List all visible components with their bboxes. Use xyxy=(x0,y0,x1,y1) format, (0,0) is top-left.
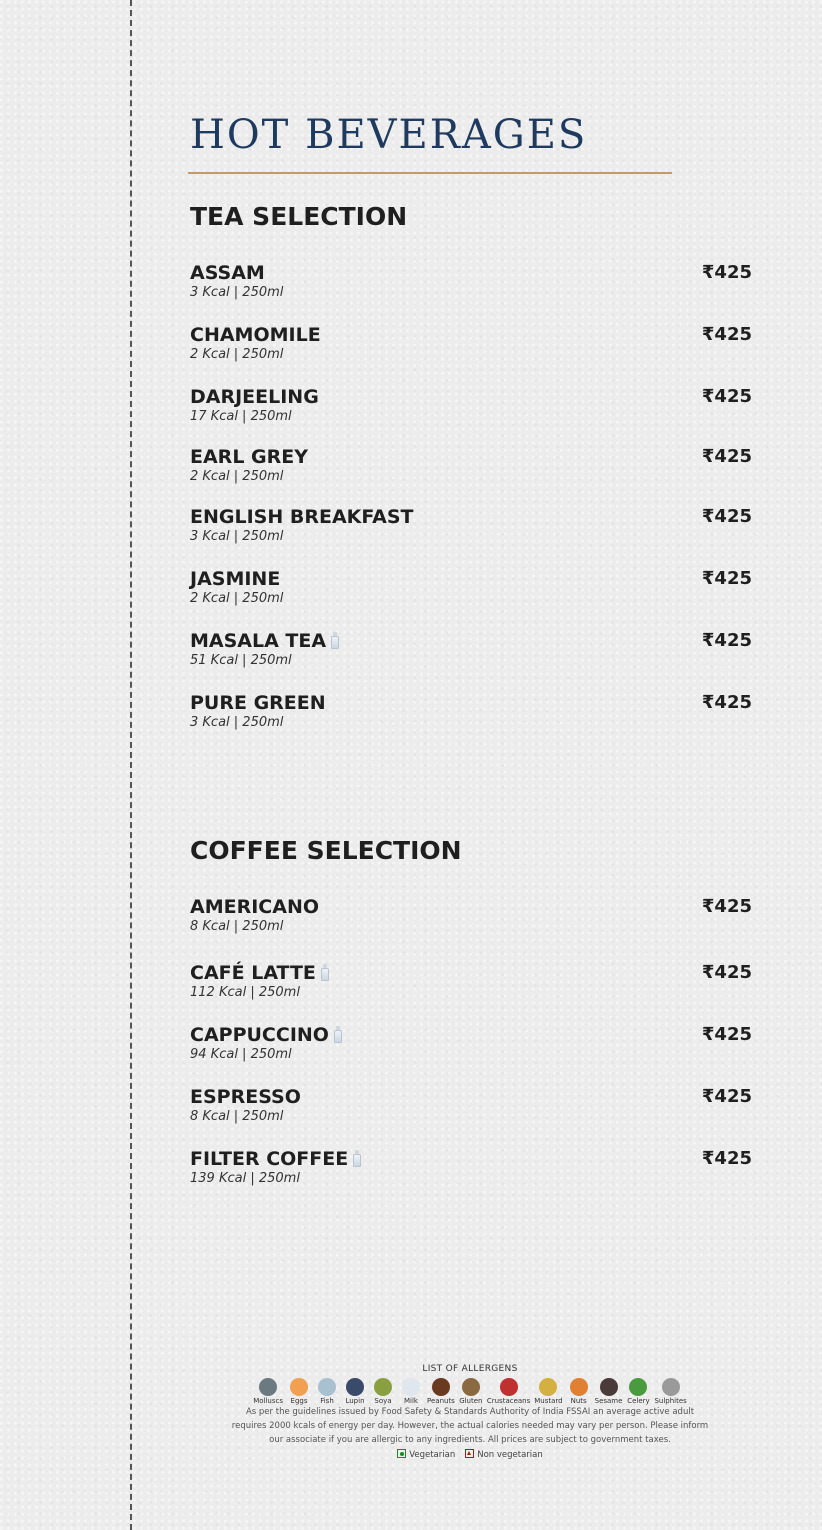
menu-item xyxy=(190,962,752,1012)
molluscs-icon xyxy=(259,1378,277,1396)
menu-item xyxy=(190,692,752,742)
sesame-icon xyxy=(600,1378,618,1396)
item-calories: 3 Kcal | 250ml xyxy=(190,529,284,544)
veg-label: Vegetarian xyxy=(409,1450,456,1460)
allergen-item xyxy=(534,1378,562,1405)
menu-item xyxy=(190,1024,752,1074)
allergen-label: Soya xyxy=(374,1397,392,1405)
allergen-item xyxy=(487,1378,530,1405)
item-name xyxy=(190,1148,361,1170)
item-name xyxy=(190,324,321,346)
menu-item xyxy=(190,386,752,436)
item-calories: 3 Kcal | 250ml xyxy=(190,285,284,300)
allergen-label: Crustaceans xyxy=(486,1397,531,1405)
allergen-item xyxy=(427,1378,455,1405)
title-divider xyxy=(188,172,672,174)
allergen-label: Eggs xyxy=(290,1397,308,1405)
soya-icon xyxy=(374,1378,392,1396)
item-calories: 3 Kcal | 250ml xyxy=(190,715,284,730)
item-calories: 8 Kcal | 250ml xyxy=(190,1109,284,1124)
item-name-text: CAFÉ LATTE xyxy=(190,962,316,984)
item-name-text: ASSAM xyxy=(190,262,265,284)
item-name-text: MASALA TEA xyxy=(190,630,327,652)
allergen-label: Nuts xyxy=(570,1397,587,1405)
item-calories: 2 Kcal | 250ml xyxy=(190,469,284,484)
item-price: ₹425 xyxy=(701,630,752,651)
item-name-text: CAPPUCCINO xyxy=(190,1024,329,1046)
allergen-label: Peanuts xyxy=(427,1397,455,1405)
disclaimer-line: As per the guidelines issued by Food Safety & Standards Authority of India FSSAI an average active adult xyxy=(245,1407,695,1417)
allergen-label: Celery xyxy=(627,1397,650,1405)
item-name-text: JASMINE xyxy=(190,568,281,590)
item-calories: 8 Kcal | 250ml xyxy=(190,919,284,934)
milk-allergen-icon xyxy=(331,632,339,649)
allergen-item xyxy=(343,1378,367,1405)
fish-icon xyxy=(318,1378,336,1396)
item-price: ₹425 xyxy=(701,692,752,713)
item-price: ₹425 xyxy=(701,962,752,983)
allergen-label: Lupin xyxy=(345,1397,365,1405)
allergen-item xyxy=(371,1378,395,1405)
allergen-label: Fish xyxy=(320,1397,334,1405)
item-name-text: EARL GREY xyxy=(190,446,308,468)
item-price: ₹425 xyxy=(701,568,752,589)
mustard-icon xyxy=(539,1378,557,1396)
item-name-text: FILTER COFFEE xyxy=(190,1148,349,1170)
celery-icon xyxy=(629,1378,647,1396)
nonveg-symbol-icon xyxy=(465,1449,474,1458)
veg-legend xyxy=(397,1449,455,1460)
disclaimer-line: our associate if you are allergic to any ingredients. All prices are subject to government taxes. xyxy=(269,1435,671,1445)
allergen-item xyxy=(595,1378,623,1405)
item-price: ₹425 xyxy=(701,1086,752,1107)
menu-item xyxy=(190,324,752,374)
item-name-text: AMERICANO xyxy=(190,896,319,918)
item-price: ₹425 xyxy=(701,1148,752,1169)
item-calories: 2 Kcal | 250ml xyxy=(190,347,284,362)
milk-allergen-icon xyxy=(353,1150,361,1167)
allergens-title: LIST OF ALLERGENS xyxy=(422,1364,518,1374)
allergen-item xyxy=(399,1378,423,1405)
lupin-icon xyxy=(346,1378,364,1396)
dashed-fold-line xyxy=(130,0,132,1530)
menu-item xyxy=(190,506,752,556)
item-name xyxy=(190,630,339,652)
veg-symbol-icon xyxy=(397,1449,406,1458)
item-price: ₹425 xyxy=(701,324,752,345)
allergen-label: Sesame xyxy=(594,1397,623,1405)
disclaimer-line: requires 2000 kcals of energy per day. However, the actual calories needed may vary per person. Please inform xyxy=(231,1421,709,1431)
item-calories: 17 Kcal | 250ml xyxy=(190,409,292,424)
allergen-item xyxy=(315,1378,339,1405)
item-calories: 94 Kcal | 250ml xyxy=(190,1047,292,1062)
item-calories: 139 Kcal | 250ml xyxy=(190,1171,300,1186)
item-name-text: PURE GREEN xyxy=(190,692,326,714)
item-name xyxy=(190,262,265,284)
item-price: ₹425 xyxy=(701,506,752,527)
allergen-item xyxy=(287,1378,311,1405)
milk-icon xyxy=(402,1378,420,1396)
item-price: ₹425 xyxy=(701,262,752,283)
item-name xyxy=(190,1086,301,1108)
item-name xyxy=(190,446,308,468)
allergen-list xyxy=(220,1378,720,1405)
item-price: ₹425 xyxy=(701,446,752,467)
menu-item xyxy=(190,1148,752,1198)
menu-item xyxy=(190,568,752,618)
allergen-footer xyxy=(220,1364,720,1460)
allergen-label: Gluten xyxy=(459,1397,483,1405)
item-calories: 112 Kcal | 250ml xyxy=(190,985,300,1000)
gluten-icon xyxy=(462,1378,480,1396)
item-calories: 2 Kcal | 250ml xyxy=(190,591,284,606)
crustaceans-icon xyxy=(500,1378,518,1396)
nuts-icon xyxy=(570,1378,588,1396)
item-name xyxy=(190,568,280,590)
nonveg-label: Non vegetarian xyxy=(477,1450,543,1460)
allergen-label: Sulphites xyxy=(654,1397,687,1405)
item-price: ₹425 xyxy=(701,896,752,917)
eggs-icon xyxy=(290,1378,308,1396)
allergen-label: Milk xyxy=(404,1397,418,1405)
disclaimer xyxy=(220,1405,720,1447)
item-name-text: CHAMOMILE xyxy=(190,324,321,346)
sulphites-icon xyxy=(662,1378,680,1396)
item-price: ₹425 xyxy=(701,386,752,407)
allergen-label: Mustard xyxy=(534,1397,563,1405)
allergen-item xyxy=(253,1378,283,1405)
allergen-label: Molluscs xyxy=(253,1397,283,1405)
milk-allergen-icon xyxy=(321,964,329,981)
item-name-text: DARJEELING xyxy=(190,386,319,408)
allergen-item xyxy=(654,1378,686,1405)
nonveg-legend xyxy=(465,1449,543,1460)
item-name xyxy=(190,692,326,714)
menu-item xyxy=(190,446,752,496)
item-name xyxy=(190,1024,342,1046)
menu-item xyxy=(190,262,752,312)
peanuts-icon xyxy=(432,1378,450,1396)
item-price: ₹425 xyxy=(701,1024,752,1045)
allergen-item xyxy=(459,1378,483,1405)
menu-item xyxy=(190,1086,752,1136)
milk-allergen-icon xyxy=(334,1026,342,1043)
item-name xyxy=(190,506,414,528)
item-name xyxy=(190,386,319,408)
tea-section-title: TEA SELECTION xyxy=(190,202,408,231)
item-calories: 51 Kcal | 250ml xyxy=(190,653,292,668)
page-title: HOT BEVERAGES xyxy=(190,112,588,158)
item-name xyxy=(190,962,329,984)
diet-legend xyxy=(220,1449,720,1460)
menu-item xyxy=(190,630,752,680)
item-name-text: ENGLISH BREAKFAST xyxy=(190,506,414,528)
item-name xyxy=(190,896,319,918)
item-name-text: ESPRESSO xyxy=(190,1086,301,1108)
menu-item xyxy=(190,896,752,946)
allergen-item xyxy=(626,1378,650,1405)
coffee-section-title: COFFEE SELECTION xyxy=(190,836,462,865)
allergen-item xyxy=(567,1378,591,1405)
